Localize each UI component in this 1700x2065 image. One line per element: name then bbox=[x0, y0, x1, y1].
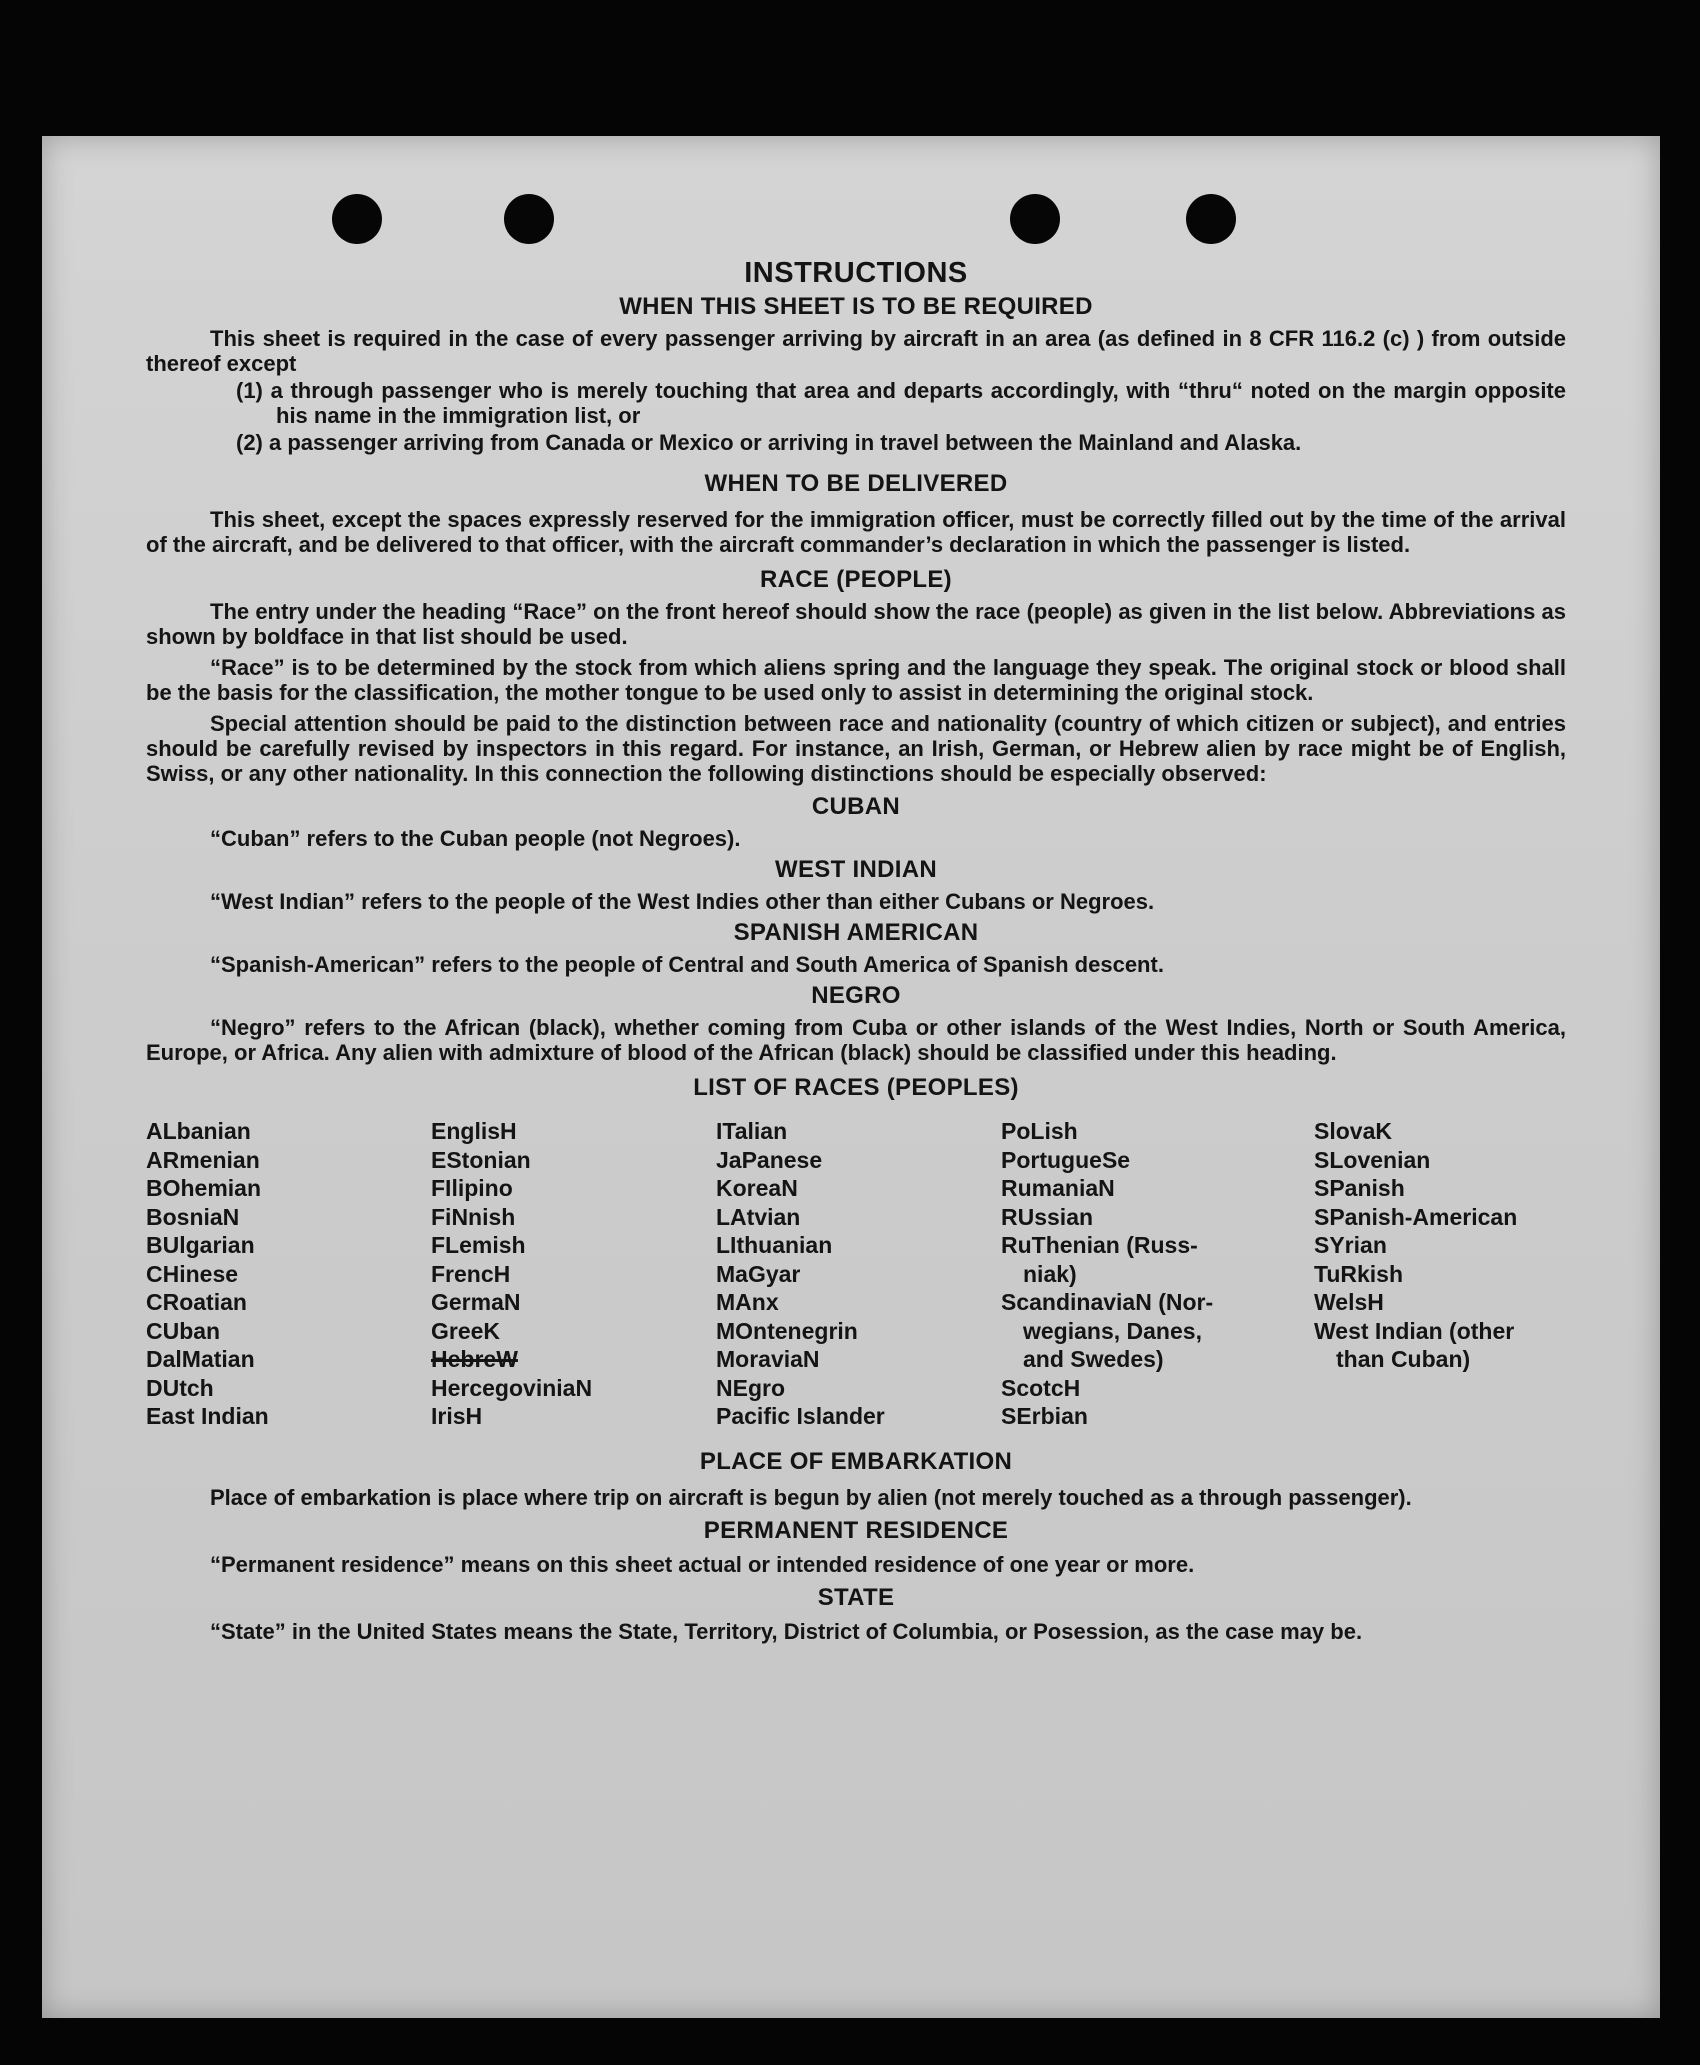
race-entry: EStonian bbox=[431, 1146, 531, 1173]
race-entry: SPanish-American bbox=[1314, 1203, 1518, 1230]
race-entry-struck: HebreW bbox=[431, 1346, 518, 1372]
race-entry-continued: niak) bbox=[1023, 1260, 1077, 1287]
punch-hole bbox=[332, 194, 382, 244]
race-entry: HercegoviniaN bbox=[431, 1374, 593, 1401]
race-entry: PortugueSe bbox=[1001, 1146, 1131, 1173]
races-column-5 bbox=[1314, 1117, 1517, 1374]
heading-cuban: CUBAN bbox=[811, 793, 901, 820]
west-indian-text: “West Indian” refers to the people of the West Indies other than either Cubans or Negroes. bbox=[210, 889, 1155, 914]
required-intro: This sheet is required in the case of every passenger arriving by aircraft in an area (as defined in 8 CFR 116.2 (c) ) from outside thereof except bbox=[146, 326, 1566, 376]
race-entry: NEgro bbox=[716, 1374, 785, 1401]
heading-negro: NEGRO bbox=[811, 982, 901, 1009]
race-entry: FIlipino bbox=[431, 1175, 513, 1201]
race-paragraph-2: “Race” is to be determined by the stock from which aliens spring and the language they speak. The original stock or blood shall be the basis for the classification, the mother tongue to be used only to assist in determining the original stock. bbox=[146, 655, 1566, 705]
heading-required: WHEN THIS SHEET IS TO BE REQUIRED bbox=[619, 293, 1093, 320]
required-item-1: (1) a through passenger who is merely touching that area and departs accordingly, with “thru“ noted on the margin opposite his name in the immigration list, or bbox=[236, 378, 1566, 428]
race-entry: RUssian bbox=[1001, 1203, 1094, 1230]
race-entry: DUtch bbox=[146, 1374, 214, 1401]
race-entry: CHinese bbox=[146, 1260, 239, 1287]
race-entry: ITalian bbox=[716, 1118, 788, 1144]
residence-text: “Permanent residence” means on this sheet actual or intended residence of one year or more. bbox=[210, 1552, 1195, 1577]
races-column-3 bbox=[716, 1117, 885, 1431]
race-entry: EnglisH bbox=[431, 1118, 517, 1144]
heading-west-indian: WEST INDIAN bbox=[775, 856, 937, 883]
state-text: “State” in the United States means the State, Territory, District of Columbia, or Posession, as the case may be. bbox=[210, 1619, 1363, 1644]
race-entry: MoraviaN bbox=[716, 1346, 820, 1372]
race-entry: PoLish bbox=[1001, 1118, 1078, 1144]
race-entry: ARmenian bbox=[146, 1146, 260, 1173]
race-entry: LAtvian bbox=[716, 1203, 801, 1230]
punch-hole bbox=[504, 194, 554, 244]
required-item-2: (2) a passenger arriving from Canada or Mexico or arriving in travel between the Mainland and Alaska. bbox=[236, 430, 1302, 455]
race-entry: West Indian (other bbox=[1314, 1317, 1515, 1344]
race-entry: MOntenegrin bbox=[716, 1317, 858, 1344]
race-entry: FLemish bbox=[431, 1232, 526, 1258]
race-entry: RumaniaN bbox=[1001, 1175, 1115, 1201]
punch-hole bbox=[1010, 194, 1060, 244]
race-entry: BOhemian bbox=[146, 1175, 262, 1201]
page-title: INSTRUCTIONS bbox=[744, 257, 968, 289]
document-page bbox=[42, 136, 1660, 2018]
delivered-text: This sheet, except the spaces expressly reserved for the immigration officer, must be correctly filled out by the time of the arrival of the aircraft, and be delivered to that officer, with the aircraft commander’s declaration in which the passenger is listed. bbox=[146, 507, 1566, 557]
races-column-2 bbox=[431, 1117, 592, 1431]
race-entry: SErbian bbox=[1001, 1403, 1088, 1429]
race-entry: FrencH bbox=[431, 1260, 511, 1287]
heading-spanish-american: SPANISH AMERICAN bbox=[733, 919, 979, 946]
race-entry: SlovaK bbox=[1314, 1118, 1392, 1144]
race-entry: ALbanian bbox=[146, 1118, 251, 1144]
race-entry: ScotcH bbox=[1001, 1374, 1081, 1401]
races-column-4 bbox=[1001, 1117, 1213, 1431]
race-entry: DalMatian bbox=[146, 1346, 255, 1372]
race-entry: SPanish bbox=[1314, 1175, 1405, 1201]
heading-delivered: WHEN TO BE DELIVERED bbox=[704, 470, 1008, 497]
races-list bbox=[146, 1117, 1566, 1447]
race-entry: TuRkish bbox=[1314, 1260, 1404, 1287]
race-entry: BUlgarian bbox=[146, 1232, 255, 1258]
heading-embarkation: PLACE OF EMBARKATION bbox=[699, 1448, 1013, 1475]
race-entry: BosniaN bbox=[146, 1203, 240, 1230]
race-entry: KoreaN bbox=[716, 1175, 798, 1201]
race-entry: CRoatian bbox=[146, 1289, 247, 1315]
race-entry: SLovenian bbox=[1314, 1146, 1431, 1173]
race-entry: JaPanese bbox=[716, 1146, 823, 1173]
race-entry: CUban bbox=[146, 1317, 221, 1344]
heading-list-of-races: LIST OF RACES (PEOPLES) bbox=[693, 1074, 1019, 1101]
race-entry: WelsH bbox=[1314, 1289, 1384, 1315]
race-entry-continued: and Swedes) bbox=[1023, 1346, 1164, 1372]
heading-race: RACE (PEOPLE) bbox=[760, 566, 952, 593]
races-column-1 bbox=[146, 1117, 269, 1431]
race-entry: Pacific Islander bbox=[716, 1403, 885, 1429]
negro-text: “Negro” refers to the African (black), whether coming from Cuba or other islands of the West Indies, North or South America, Europe, or Africa. Any alien with admixture of blood of the African (black) should be classified under this heading. bbox=[146, 1015, 1566, 1065]
spanish-american-text: “Spanish-American” refers to the people of Central and South America of Spanish descent. bbox=[210, 952, 1164, 977]
race-entry: GreeK bbox=[431, 1317, 501, 1344]
race-entry: FiNnish bbox=[431, 1203, 516, 1230]
race-entry-continued: than Cuban) bbox=[1336, 1346, 1471, 1372]
race-entry-continued: wegians, Danes, bbox=[1023, 1317, 1202, 1344]
race-entry: SYrian bbox=[1314, 1232, 1387, 1258]
punch-hole bbox=[1186, 194, 1236, 244]
race-entry: MAnx bbox=[716, 1289, 779, 1315]
race-entry: RuThenian (Russ- bbox=[1001, 1232, 1198, 1258]
race-entry: ScandinaviaN (Nor- bbox=[1001, 1289, 1214, 1315]
race-entry: East Indian bbox=[146, 1403, 269, 1429]
race-entry: MaGyar bbox=[716, 1260, 801, 1287]
race-paragraph-1: The entry under the heading “Race” on the front hereof should show the race (people) as given in the list below. Abbreviations as shown by boldface in that list should be used. bbox=[146, 599, 1566, 649]
race-entry: IrisH bbox=[431, 1403, 483, 1429]
cuban-text: “Cuban” refers to the Cuban people (not Negroes). bbox=[210, 826, 741, 851]
heading-residence: PERMANENT RESIDENCE bbox=[703, 1517, 1009, 1544]
race-paragraph-3: Special attention should be paid to the distinction between race and nationality (country of which citizen or subject), and entries should be carefully revised by inspectors in this regard. For instance, an Irish, German, or Hebrew alien by race might be of English, Swiss, or any other nationality. In this connection the following distinctions should be especially observed: bbox=[146, 711, 1566, 786]
instructions-body bbox=[146, 256, 1566, 1644]
race-entry: LIthuanian bbox=[716, 1232, 833, 1258]
embarkation-text: Place of embarkation is place where trip on aircraft is begun by alien (not merely touched as a through passenger). bbox=[210, 1485, 1412, 1510]
race-entry: GermaN bbox=[431, 1289, 521, 1315]
heading-state: STATE bbox=[817, 1584, 895, 1611]
